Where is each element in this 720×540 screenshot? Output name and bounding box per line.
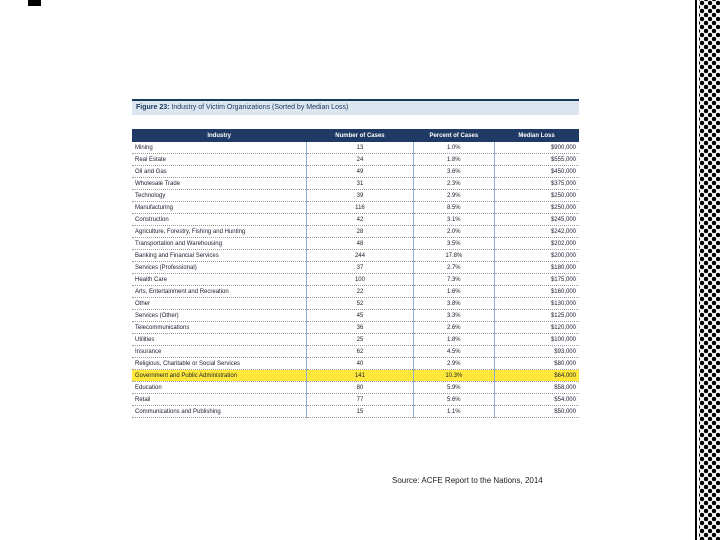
industry-cell: Services (Other) — [132, 310, 306, 322]
percent-cell: 1.6% — [414, 286, 494, 298]
percent-cell: 17.8% — [414, 250, 494, 262]
median-cell: $50,000 — [494, 406, 579, 418]
figure-title-text: Industry of Victim Organizations (Sorted by Median Loss) — [169, 104, 349, 111]
table-row — [132, 166, 579, 178]
percent-cell: 1.1% — [414, 406, 494, 418]
industry-cell: Wholesale Trade — [132, 178, 306, 190]
industry-cell: Technology — [132, 190, 306, 202]
cases-cell: 45 — [306, 310, 413, 322]
cases-cell: 40 — [306, 358, 413, 370]
median-cell: $54,000 — [494, 394, 579, 406]
table-row — [132, 370, 579, 382]
table-row — [132, 250, 579, 262]
median-cell: $900,000 — [494, 142, 579, 154]
percent-cell: 2.9% — [414, 358, 494, 370]
cases-cell: 100 — [306, 274, 413, 286]
table-row — [132, 406, 579, 418]
percent-cell: 8.5% — [414, 202, 494, 214]
cases-cell: 13 — [306, 142, 413, 154]
percent-cell: 3.8% — [414, 298, 494, 310]
industry-cell: Government and Public Administration — [132, 370, 306, 382]
industry-cell: Transportation and Warehousing — [132, 238, 306, 250]
table-row — [132, 310, 579, 322]
cases-cell: 62 — [306, 346, 413, 358]
table-row — [132, 394, 579, 406]
median-cell: $202,000 — [494, 238, 579, 250]
industry-cell: Manufacturing — [132, 202, 306, 214]
median-cell: $64,000 — [494, 370, 579, 382]
median-cell: $555,000 — [494, 154, 579, 166]
percent-cell: 2.3% — [414, 178, 494, 190]
table-row — [132, 286, 579, 298]
median-cell: $120,000 — [494, 322, 579, 334]
table-row — [132, 214, 579, 226]
percent-cell: 5.9% — [414, 382, 494, 394]
cases-cell: 49 — [306, 166, 413, 178]
industry-cell: Retail — [132, 394, 306, 406]
industry-cell: Utilities — [132, 334, 306, 346]
percent-cell: 10.3% — [414, 370, 494, 382]
median-cell: $58,000 — [494, 382, 579, 394]
cases-cell: 31 — [306, 178, 413, 190]
table-row — [132, 178, 579, 190]
cases-cell: 77 — [306, 394, 413, 406]
cases-cell: 22 — [306, 286, 413, 298]
industry-cell: Communications and Publishing — [132, 406, 306, 418]
industry-cell: Oil and Gas — [132, 166, 306, 178]
corner-mark — [28, 0, 41, 6]
table-row — [132, 346, 579, 358]
industry-cell: Telecommunications — [132, 322, 306, 334]
median-cell: $200,000 — [494, 250, 579, 262]
cases-cell: 80 — [306, 382, 413, 394]
cases-cell: 141 — [306, 370, 413, 382]
percent-cell: 5.6% — [414, 394, 494, 406]
cases-cell: 39 — [306, 190, 413, 202]
percent-cell: 7.3% — [414, 274, 494, 286]
table-row — [132, 358, 579, 370]
cases-cell: 37 — [306, 262, 413, 274]
right-edge-line — [695, 0, 697, 540]
median-cell: $93,000 — [494, 346, 579, 358]
median-cell: $450,000 — [494, 166, 579, 178]
percent-cell: 2.6% — [414, 322, 494, 334]
percent-cell: 3.1% — [414, 214, 494, 226]
industry-cell: Education — [132, 382, 306, 394]
percent-cell: 1.8% — [414, 334, 494, 346]
median-cell: $250,000 — [494, 202, 579, 214]
table-row — [132, 190, 579, 202]
percent-cell: 1.0% — [414, 142, 494, 154]
table-row — [132, 322, 579, 334]
median-cell: $100,000 — [494, 334, 579, 346]
cases-cell: 116 — [306, 202, 413, 214]
percent-cell: 3.6% — [414, 166, 494, 178]
median-cell: $375,000 — [494, 178, 579, 190]
figure-table-panel — [132, 99, 579, 418]
column-header-median-loss: Median Loss — [494, 129, 579, 142]
cases-cell: 15 — [306, 406, 413, 418]
industry-cell: Construction — [132, 214, 306, 226]
industry-cell: Services (Professional) — [132, 262, 306, 274]
column-header-percent-of-cases: Percent of Cases — [414, 129, 494, 142]
cases-cell: 24 — [306, 154, 413, 166]
median-cell: $125,000 — [494, 310, 579, 322]
cases-cell: 42 — [306, 214, 413, 226]
industry-cell: Agriculture, Forestry, Fishing and Hunting — [132, 226, 306, 238]
cases-cell: 244 — [306, 250, 413, 262]
halftone-dots-strip — [699, 0, 720, 540]
cases-cell: 28 — [306, 226, 413, 238]
cases-cell: 36 — [306, 322, 413, 334]
percent-cell: 3.3% — [414, 310, 494, 322]
table-row — [132, 298, 579, 310]
median-cell: $250,000 — [494, 190, 579, 202]
median-cell: $130,000 — [494, 298, 579, 310]
percent-cell: 4.5% — [414, 346, 494, 358]
percent-cell: 3.5% — [414, 238, 494, 250]
percent-cell: 1.8% — [414, 154, 494, 166]
median-cell: $242,000 — [494, 226, 579, 238]
table-row — [132, 274, 579, 286]
median-cell: $245,000 — [494, 214, 579, 226]
median-cell: $160,000 — [494, 286, 579, 298]
median-cell: $180,000 — [494, 262, 579, 274]
victim-organizations-table — [132, 129, 579, 418]
table-row — [132, 202, 579, 214]
industry-cell: Real Estate — [132, 154, 306, 166]
industry-cell: Religious, Charitable or Social Services — [132, 358, 306, 370]
cases-cell: 25 — [306, 334, 413, 346]
median-cell: $175,000 — [494, 274, 579, 286]
figure-number: Figure 23: — [136, 104, 170, 111]
industry-cell: Arts, Entertainment and Recreation — [132, 286, 306, 298]
percent-cell: 2.9% — [414, 190, 494, 202]
percent-cell: 2.0% — [414, 226, 494, 238]
table-row — [132, 226, 579, 238]
industry-cell: Banking and Financial Services — [132, 250, 306, 262]
table-row — [132, 262, 579, 274]
table-row — [132, 154, 579, 166]
industry-cell: Other — [132, 298, 306, 310]
column-header-industry: Industry — [132, 129, 306, 142]
table-row — [132, 142, 579, 154]
percent-cell: 2.7% — [414, 262, 494, 274]
table-header-row — [132, 129, 579, 142]
industry-cell: Mining — [132, 142, 306, 154]
figure-title — [132, 99, 579, 115]
industry-cell: Insurance — [132, 346, 306, 358]
table-row — [132, 382, 579, 394]
table-row — [132, 238, 579, 250]
cases-cell: 52 — [306, 298, 413, 310]
source-note: Source: ACFE Report to the Nations, 2014 — [392, 476, 543, 485]
industry-cell: Health Care — [132, 274, 306, 286]
column-header-number-of-cases: Number of Cases — [306, 129, 413, 142]
table-row — [132, 334, 579, 346]
median-cell: $80,000 — [494, 358, 579, 370]
cases-cell: 48 — [306, 238, 413, 250]
